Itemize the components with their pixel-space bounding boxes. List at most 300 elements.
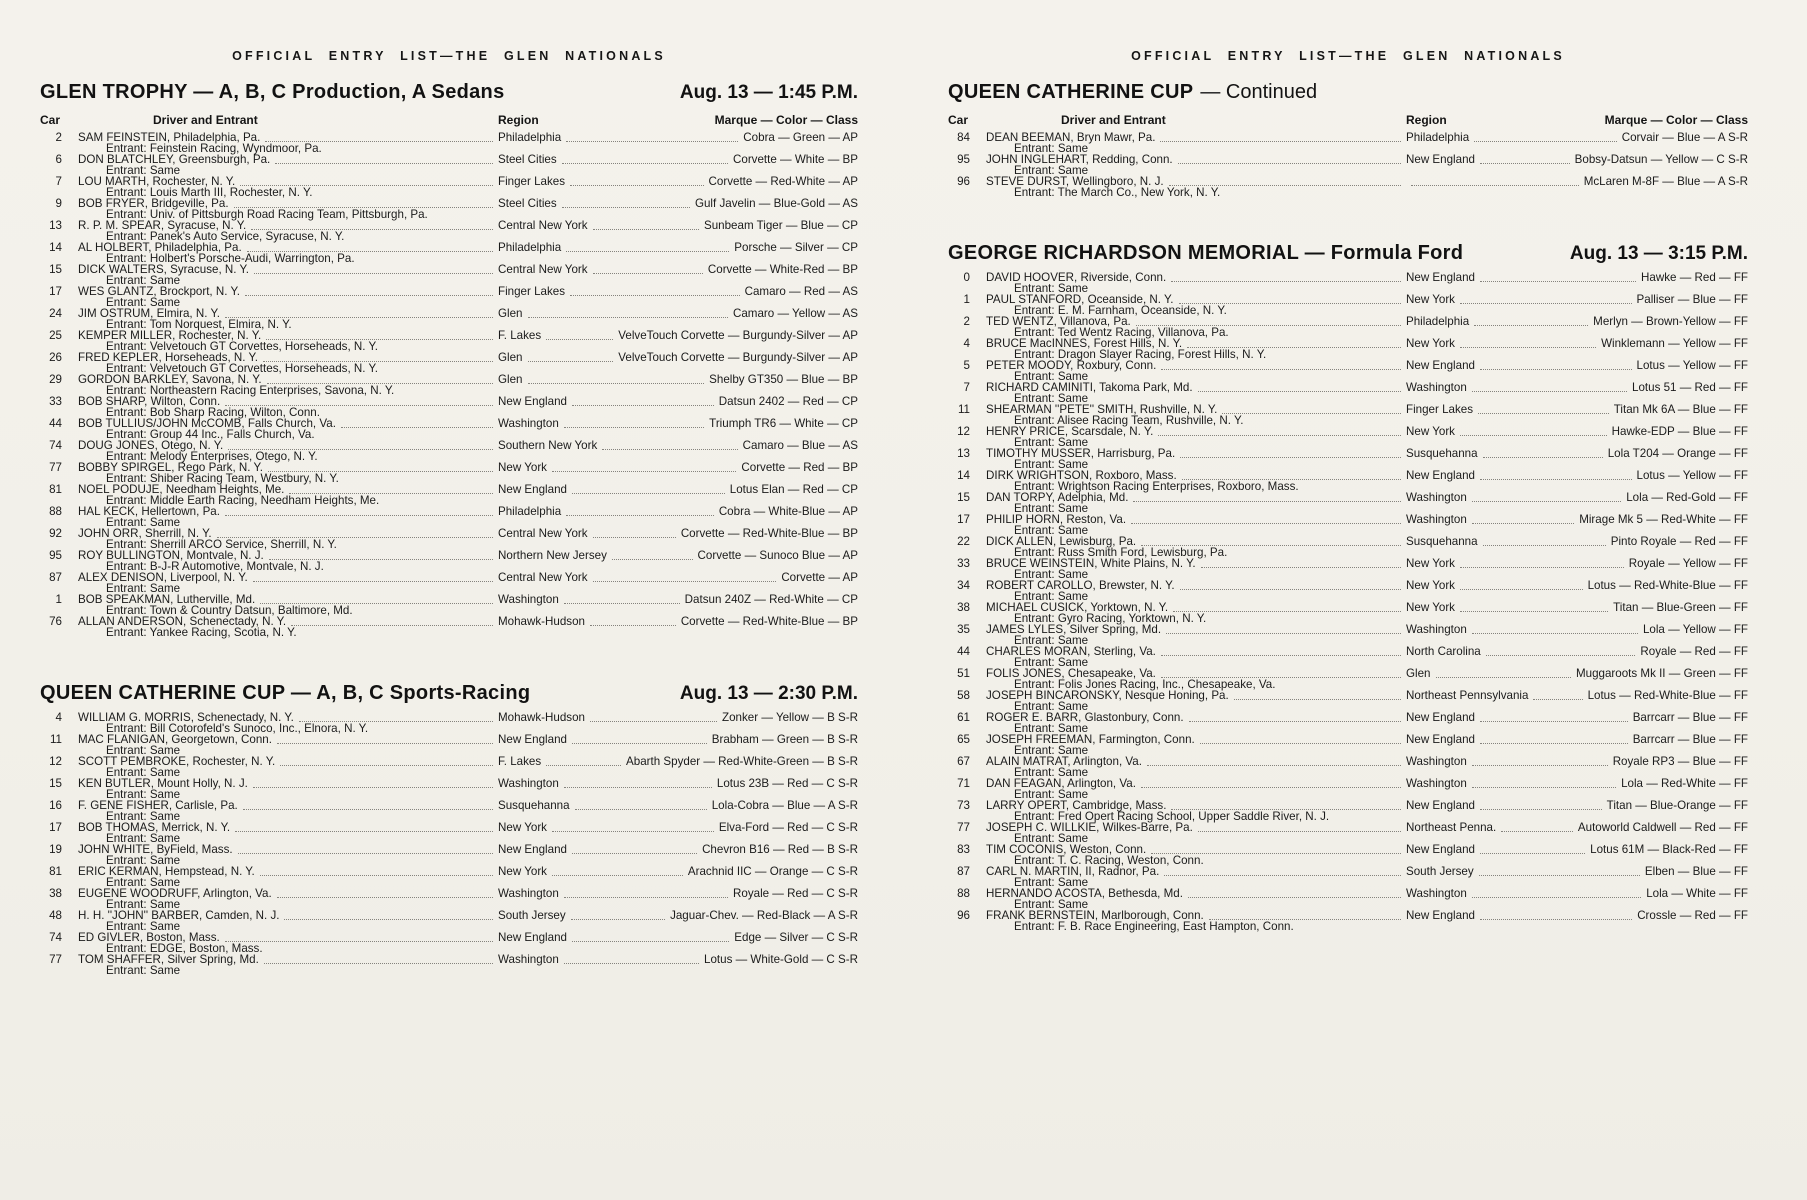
table-row — [40, 866, 858, 888]
entry-car-number: 58 — [957, 689, 970, 702]
dotted-leader — [1460, 426, 1607, 436]
entry-driver: ED GIVLER, Boston, Mass. — [78, 931, 220, 944]
entry-region: New York — [1406, 579, 1455, 592]
entry-driver: TIM COCONIS, Weston, Conn. — [986, 843, 1147, 856]
dotted-leader — [1171, 272, 1401, 282]
entry-car-number: 44 — [957, 645, 970, 658]
dotted-leader — [564, 954, 699, 964]
entry-region: Glen — [498, 307, 523, 320]
entry-car-number: 81 — [49, 483, 62, 496]
dotted-leader — [564, 888, 728, 898]
entry-tail-cell — [1406, 404, 1748, 415]
entry-tail-cell — [1406, 712, 1748, 723]
entry-marque-color-class: Mirage Mk 5 — Red-White — FF — [1579, 513, 1748, 526]
entry-driver: LOU MARTH, Rochester, N. Y. — [78, 175, 236, 188]
table-row — [40, 396, 858, 418]
entry-driver: ALEX DENISON, Liverpool, N. Y. — [78, 571, 248, 584]
entry-region: Glen — [498, 351, 523, 364]
entry-entrant: Entrant: Shiber Racing Team, Westbury, N. Y. — [106, 472, 339, 485]
entry-marque-color-class: Titan Mk 6A — Blue — FF — [1613, 403, 1748, 416]
table-row — [40, 132, 858, 154]
entry-marque-color-class: Lola — Red-White — FF — [1621, 777, 1748, 790]
table-row — [40, 462, 858, 484]
entry-car-number: 7 — [55, 175, 62, 188]
entry-tail-cell — [498, 154, 858, 165]
entry-region: New England — [1406, 711, 1475, 724]
entry-list — [948, 132, 1748, 198]
entry-car-number: 65 — [957, 733, 970, 746]
dotted-leader — [234, 198, 493, 208]
dotted-leader — [228, 440, 493, 450]
entry-entrant: Entrant: Same — [106, 744, 181, 757]
entry-region: Washington — [498, 887, 559, 900]
entry-marque-color-class: Royale — Red — C S-R — [733, 887, 858, 900]
dotted-leader — [1234, 690, 1401, 700]
entry-car-number: 33 — [957, 557, 970, 570]
entry-tail-cell — [1406, 558, 1748, 569]
entry-entrant: Entrant: Wrightson Racing Enterprises, Roxboro, Mass. — [1014, 480, 1299, 493]
entry-marque-color-class: Lola — White — FF — [1646, 887, 1748, 900]
entry-region: F. Lakes — [498, 329, 542, 342]
entry-tail-cell — [498, 176, 858, 187]
entry-driver: JOHN WHITE, ByField, Mass. — [78, 843, 233, 856]
dotted-leader — [260, 594, 493, 604]
entry-region: Northern New Jersey — [498, 549, 607, 562]
entry-region: Susquehanna — [1406, 447, 1478, 460]
entry-entrant: Entrant: Same — [1014, 634, 1089, 647]
entry-marque-color-class: Edge — Silver — C S-R — [734, 931, 858, 944]
col-header-driver: Driver and Entrant — [153, 113, 258, 127]
dotted-leader — [1198, 382, 1401, 392]
table-row — [948, 294, 1748, 316]
entry-tail-cell — [1406, 668, 1748, 679]
entry-entrant: Entrant: Sherrill ARCO Service, Sherrill, N. Y. — [106, 538, 337, 551]
table-row — [40, 756, 858, 778]
entry-tail-cell — [1406, 646, 1748, 657]
entry-entrant: Entrant: Same — [106, 964, 181, 977]
entry-region: Glen — [498, 373, 523, 386]
dotted-leader — [1161, 646, 1401, 656]
entry-entrant: Entrant: Same — [106, 274, 181, 287]
entry-driver: R. P. M. SPEAR, Syracuse, N. Y. — [78, 219, 247, 232]
table-row — [948, 316, 1748, 338]
dotted-leader — [528, 308, 728, 318]
entry-region: Washington — [498, 417, 559, 430]
dotted-leader — [1533, 690, 1582, 700]
dotted-leader — [268, 462, 493, 472]
section-time: Aug. 13 — 1:45 P.M. — [679, 82, 858, 103]
entry-tail-cell — [498, 198, 858, 209]
col-header-marque: Marque — Color — Class — [714, 113, 858, 127]
dotted-leader — [1187, 338, 1401, 348]
entry-car-number: 84 — [957, 131, 970, 144]
entry-entrant: Entrant: Same — [106, 810, 181, 823]
entry-tail-cell — [498, 506, 858, 517]
entry-marque-color-class: Corvette — Red — BP — [741, 461, 858, 474]
entry-entrant: Entrant: Middle Earth Racing, Needham Heights, Me. — [106, 494, 380, 507]
entry-marque-color-class: Lola — Yellow — FF — [1642, 623, 1748, 636]
entry-region: New York — [1406, 293, 1455, 306]
entry-marque-color-class: Camaro — Red — AS — [744, 285, 858, 298]
entry-car-number: 17 — [49, 821, 62, 834]
dotted-leader — [572, 844, 697, 854]
entry-marque-color-class: Arachnid IIC — Orange — C S-R — [687, 865, 858, 878]
table-row — [40, 822, 858, 844]
dotted-leader — [572, 734, 707, 744]
entry-region: South Jersey — [498, 909, 566, 922]
entry-tail-cell — [498, 396, 858, 407]
entry-tail-cell — [498, 132, 858, 143]
dotted-leader — [263, 352, 493, 362]
section-queen-catherine-cup — [40, 682, 858, 976]
entry-entrant: Entrant: Univ. of Pittsburgh Road Racing Team, Pittsburgh, Pa. — [106, 208, 428, 221]
entry-region: Steel Cities — [498, 153, 557, 166]
table-row — [948, 910, 1748, 932]
entry-entrant: Entrant: Velvetouch GT Corvettes, Horseheads, N. Y. — [106, 340, 378, 353]
table-row — [40, 844, 858, 866]
entry-entrant: Entrant: Fred Opert Racing School, Upper Saddle River, N. J. — [1014, 810, 1330, 823]
table-row — [948, 360, 1748, 382]
dotted-leader — [575, 800, 707, 810]
entry-entrant: Entrant: Same — [1014, 392, 1089, 405]
entry-tail-cell — [498, 822, 858, 833]
entry-marque-color-class: Hawke-EDP — Blue — FF — [1611, 425, 1748, 438]
dotted-leader — [240, 176, 493, 186]
entry-driver: BOB TULLIUS/JOHN McCOMB, Falls Church, Va. — [78, 417, 336, 430]
entry-region: Northeast Pennsylvania — [1406, 689, 1529, 702]
entry-driver: ALLAN ANDERSON, Schenectady, N. Y. — [78, 615, 287, 628]
dotted-leader — [225, 396, 493, 406]
entry-region: Glen — [1406, 667, 1431, 680]
dotted-leader — [1460, 558, 1624, 568]
entry-tail-cell — [498, 712, 858, 723]
dotted-leader — [566, 242, 729, 252]
dotted-leader — [593, 528, 676, 538]
entry-region: Central New York — [498, 263, 588, 276]
dotted-leader — [546, 330, 613, 340]
entry-tail-cell — [498, 572, 858, 583]
entry-car-number: 38 — [49, 887, 62, 900]
entry-entrant: Entrant: Same — [1014, 766, 1089, 779]
dotted-leader — [562, 198, 690, 208]
dotted-leader — [1131, 514, 1401, 524]
entry-region: New England — [498, 395, 567, 408]
entry-region: Washington — [498, 777, 559, 790]
table-row — [948, 690, 1748, 712]
entry-entrant: Entrant: Same — [106, 766, 181, 779]
entry-marque-color-class: Corvair — Blue — A S-R — [1621, 131, 1748, 144]
entry-tail-cell — [498, 220, 858, 231]
entry-car-number: 96 — [957, 909, 970, 922]
entry-tail-cell — [498, 242, 858, 253]
entry-region: Mohawk-Hudson — [498, 711, 585, 724]
section-subtitle: — Continued — [1200, 81, 1318, 103]
entry-car-number: 26 — [49, 351, 62, 364]
dotted-leader — [1472, 382, 1627, 392]
table-row — [40, 528, 858, 550]
entry-car-number: 6 — [55, 153, 62, 166]
dotted-leader — [1472, 756, 1608, 766]
entry-car-number: 4 — [55, 711, 62, 724]
entry-driver: PAUL STANFORD, Oceanside, N. Y. — [986, 293, 1174, 306]
entry-car-number: 4 — [963, 337, 970, 350]
entry-region: Philadelphia — [498, 241, 562, 254]
entry-tail-cell — [498, 440, 858, 451]
entry-marque-color-class: Corvette — Red-White — AP — [708, 175, 858, 188]
entry-car-number: 77 — [957, 821, 970, 834]
entry-entrant: Entrant: Feinstein Racing, Wyndmoor, Pa. — [106, 142, 322, 155]
entry-entrant: Entrant: Panek's Auto Service, Syracuse, N. Y. — [106, 230, 345, 243]
entry-driver: FRANK BERNSTEIN, Marlborough, Conn. — [986, 909, 1204, 922]
entry-car-number: 14 — [49, 241, 62, 254]
table-row — [40, 712, 858, 734]
entry-car-number: 15 — [957, 491, 970, 504]
entry-tail-cell — [1406, 602, 1748, 613]
entry-tail-cell — [498, 888, 858, 899]
entry-region: Washington — [1406, 623, 1467, 636]
entry-car-number: 16 — [49, 799, 62, 812]
dotted-leader — [269, 550, 493, 560]
entry-tail-cell — [1406, 580, 1748, 591]
entry-driver: SHEARMAN ''PETE'' SMITH, Rushville, N. Y. — [986, 403, 1218, 416]
dotted-leader — [280, 756, 493, 766]
entry-region: New England — [1406, 733, 1475, 746]
entry-region: New York — [1406, 425, 1455, 438]
entry-car-number: 0 — [963, 271, 970, 284]
col-header-car: Car — [40, 113, 61, 127]
entry-marque-color-class: Shelby GT350 — Blue — BP — [709, 373, 858, 386]
entry-marque-color-class: Camaro — Blue — AS — [742, 439, 858, 452]
entry-entrant: Entrant: Same — [1014, 370, 1089, 383]
page-right — [948, 0, 1748, 1200]
entry-car-number: 17 — [957, 513, 970, 526]
entry-car-number: 1 — [963, 293, 970, 306]
dotted-leader — [528, 374, 705, 384]
entry-tail-cell — [498, 866, 858, 877]
entry-entrant: Entrant: Same — [1014, 590, 1089, 603]
entry-entrant: Entrant: Same — [1014, 700, 1089, 713]
entry-driver: BRUCE WEINSTEIN, White Plains, N. Y. — [986, 557, 1196, 570]
entry-car-number: 5 — [963, 359, 970, 372]
table-row — [40, 800, 858, 822]
entry-entrant: Entrant: Ted Wentz Racing, Villanova, Pa. — [1014, 326, 1229, 339]
dotted-leader — [1480, 910, 1632, 920]
table-row — [40, 330, 858, 352]
entry-tail-cell — [1406, 690, 1748, 701]
entry-region: New York — [498, 865, 547, 878]
entry-region: New England — [498, 931, 567, 944]
dotted-leader — [264, 954, 493, 964]
table-row — [948, 668, 1748, 690]
entry-region: New England — [498, 733, 567, 746]
entry-region: Northeast Penna. — [1406, 821, 1497, 834]
entry-driver: STEVE DURST, Wellingboro, N. J. — [986, 175, 1164, 188]
entry-entrant: Entrant: Same — [106, 516, 181, 529]
entry-marque-color-class: Chevron B16 — Red — B S-R — [702, 843, 858, 856]
entry-marque-color-class: Lotus Elan — Red — CP — [729, 483, 858, 496]
dotted-leader — [1180, 448, 1401, 458]
dotted-leader — [1460, 602, 1608, 612]
entry-region: Washington — [1406, 887, 1467, 900]
entry-marque-color-class: Gulf Javelin — Blue-Gold — AS — [694, 197, 858, 210]
dotted-leader — [1472, 624, 1638, 634]
entry-tail-cell — [1406, 132, 1748, 143]
entry-driver: BOB THOMAS, Merrick, N. Y. — [78, 821, 231, 834]
entry-tail-cell — [1406, 734, 1748, 745]
dotted-leader — [267, 374, 493, 384]
page-left — [40, 0, 858, 1200]
entry-region: New England — [1406, 799, 1475, 812]
entry-entrant: Entrant: Northeastern Racing Enterprises, Savona, N. Y. — [106, 384, 395, 397]
entry-car-number: 73 — [957, 799, 970, 812]
entry-marque-color-class: Barrcarr — Blue — FF — [1632, 711, 1748, 724]
entry-marque-color-class: Autoworld Caldwell — Red — FF — [1577, 821, 1748, 834]
table-row — [948, 448, 1748, 470]
dotted-leader — [277, 734, 493, 744]
entry-region: North Carolina — [1406, 645, 1481, 658]
entry-driver: DEAN BEEMAN, Bryn Mawr, Pa. — [986, 131, 1156, 144]
dotted-leader — [277, 888, 493, 898]
entry-region: Washington — [1406, 777, 1467, 790]
dotted-leader — [1201, 558, 1401, 568]
dotted-leader — [572, 932, 729, 942]
entry-marque-color-class: Corvette — AP — [781, 571, 858, 584]
entry-entrant: Entrant: T. C. Racing, Weston, Conn. — [1014, 854, 1204, 867]
entry-marque-color-class: Abarth Spyder — Red-White-Green — B S-R — [626, 755, 858, 768]
dotted-leader — [1472, 514, 1574, 524]
entry-list — [40, 712, 858, 976]
table-row — [948, 778, 1748, 800]
section-time: Aug. 13 — 3:15 P.M. — [1569, 243, 1748, 264]
section-title: QUEEN CATHERINE CUP — A, B, C Sports-Racing — [40, 682, 531, 704]
entry-driver: ROGER E. BARR, Glastonbury, Conn. — [986, 711, 1184, 724]
table-row — [40, 352, 858, 374]
dotted-leader — [253, 778, 493, 788]
entry-marque-color-class: VelveTouch Corvette — Burgundy-Silver — AP — [618, 329, 858, 342]
entry-car-number: 19 — [49, 843, 62, 856]
entry-driver: SAM FEINSTEIN, Philadelphia, Pa. — [78, 131, 261, 144]
entry-tail-cell — [498, 374, 858, 385]
entry-region: New England — [1406, 843, 1475, 856]
entry-marque-color-class: Corvette — Red-White-Blue — BP — [680, 527, 858, 540]
section-title: GEORGE RICHARDSON MEMORIAL — Formula Ford — [948, 242, 1464, 264]
entry-marque-color-class: Titan — Blue-Green — FF — [1613, 601, 1748, 614]
dotted-leader — [564, 594, 680, 604]
dotted-leader — [1188, 888, 1401, 898]
dotted-leader — [1436, 668, 1571, 678]
section-title-row — [948, 242, 1748, 265]
entry-region: New England — [1406, 469, 1475, 482]
dotted-leader — [1161, 360, 1401, 370]
entry-tail-cell — [498, 550, 858, 561]
entry-tail-cell — [498, 286, 858, 297]
entry-car-number: 24 — [49, 307, 62, 320]
dotted-leader — [1480, 712, 1628, 722]
entry-region: New York — [498, 821, 547, 834]
entry-region: New England — [1406, 153, 1475, 166]
entry-marque-color-class: Lotus — Yellow — FF — [1636, 469, 1748, 482]
entry-driver: DAVID HOOVER, Riverside, Conn. — [986, 271, 1167, 284]
entry-driver: LARRY OPERT, Cambridge, Mass. — [986, 799, 1167, 812]
entry-tail-cell — [1406, 536, 1748, 547]
entry-car-number: 14 — [957, 469, 970, 482]
entry-tail-cell — [1406, 470, 1748, 481]
entry-marque-color-class: Lotus 61M — Black-Red — FF — [1590, 843, 1748, 856]
table-row — [40, 242, 858, 264]
dotted-leader — [564, 778, 712, 788]
entry-region: New York — [498, 461, 547, 474]
section-title: QUEEN CATHERINE CUP — [948, 81, 1194, 103]
table-row — [948, 646, 1748, 668]
dotted-leader — [291, 616, 493, 626]
table-row — [40, 932, 858, 954]
dotted-leader — [266, 330, 493, 340]
dotted-leader — [1182, 470, 1401, 480]
entry-car-number: 71 — [957, 777, 970, 790]
dotted-leader — [1179, 294, 1402, 304]
dotted-leader — [564, 418, 704, 428]
entry-entrant: Entrant: Bob Sharp Racing, Wilton, Conn. — [106, 406, 320, 419]
entry-region: Central New York — [498, 219, 588, 232]
entry-region: Susquehanna — [498, 799, 570, 812]
entry-tail-cell — [1406, 624, 1748, 635]
table-row — [40, 506, 858, 528]
table-row — [40, 176, 858, 198]
entry-tail-cell — [498, 484, 858, 495]
entry-region: Philadelphia — [498, 505, 562, 518]
dotted-leader — [570, 176, 703, 186]
entry-entrant: Entrant: Holbert's Porsche-Audi, Warrington, Pa. — [106, 252, 355, 265]
entry-region: New England — [498, 483, 567, 496]
table-row — [40, 198, 858, 220]
entry-tail-cell — [1406, 756, 1748, 767]
dotted-leader — [275, 154, 493, 164]
dotted-leader — [1411, 176, 1579, 186]
entry-tail-cell — [1406, 316, 1748, 327]
dotted-leader — [1480, 154, 1570, 164]
entry-marque-color-class: Lotus — White-Gold — C S-R — [704, 953, 858, 966]
entry-tail-cell — [1406, 778, 1748, 789]
dotted-leader — [528, 352, 614, 362]
table-row — [948, 132, 1748, 154]
section-queen-catherine-cup-continued — [948, 81, 1748, 198]
dotted-leader — [1133, 492, 1401, 502]
entry-driver: KEMPER MILLER, Rochester, N. Y. — [78, 329, 262, 342]
dotted-leader — [243, 800, 493, 810]
dotted-leader — [1474, 316, 1588, 326]
dotted-leader — [284, 910, 493, 920]
entry-driver: JOSEPH C. WILLKIE, Wilkes-Barre, Pa. — [986, 821, 1193, 834]
entry-entrant: Entrant: Town & Country Datsun, Baltimore, Md. — [106, 604, 353, 617]
entry-tail-cell — [1406, 888, 1748, 899]
entry-car-number: 11 — [49, 733, 62, 746]
dotted-leader — [1164, 866, 1401, 876]
entry-car-number: 74 — [49, 439, 62, 452]
table-row — [40, 734, 858, 756]
entry-car-number: 88 — [49, 505, 62, 518]
table-row — [40, 910, 858, 932]
entry-driver: JOSEPH FREEMAN, Farmington, Conn. — [986, 733, 1195, 746]
entry-driver: PHILIP HORN, Reston, Va. — [986, 513, 1127, 526]
entry-driver: F. GENE FISHER, Carlisle, Pa. — [78, 799, 238, 812]
entry-tail-cell — [1406, 800, 1748, 811]
entry-marque-color-class: Corvette — White-Red — BP — [707, 263, 858, 276]
entry-tail-cell — [1406, 514, 1748, 525]
entry-driver: HERNANDO ACOSTA, Bethesda, Md. — [986, 887, 1183, 900]
dotted-leader — [299, 712, 493, 722]
table-row — [40, 154, 858, 176]
entry-marque-color-class: Royale RP3 — Blue — FF — [1612, 755, 1748, 768]
